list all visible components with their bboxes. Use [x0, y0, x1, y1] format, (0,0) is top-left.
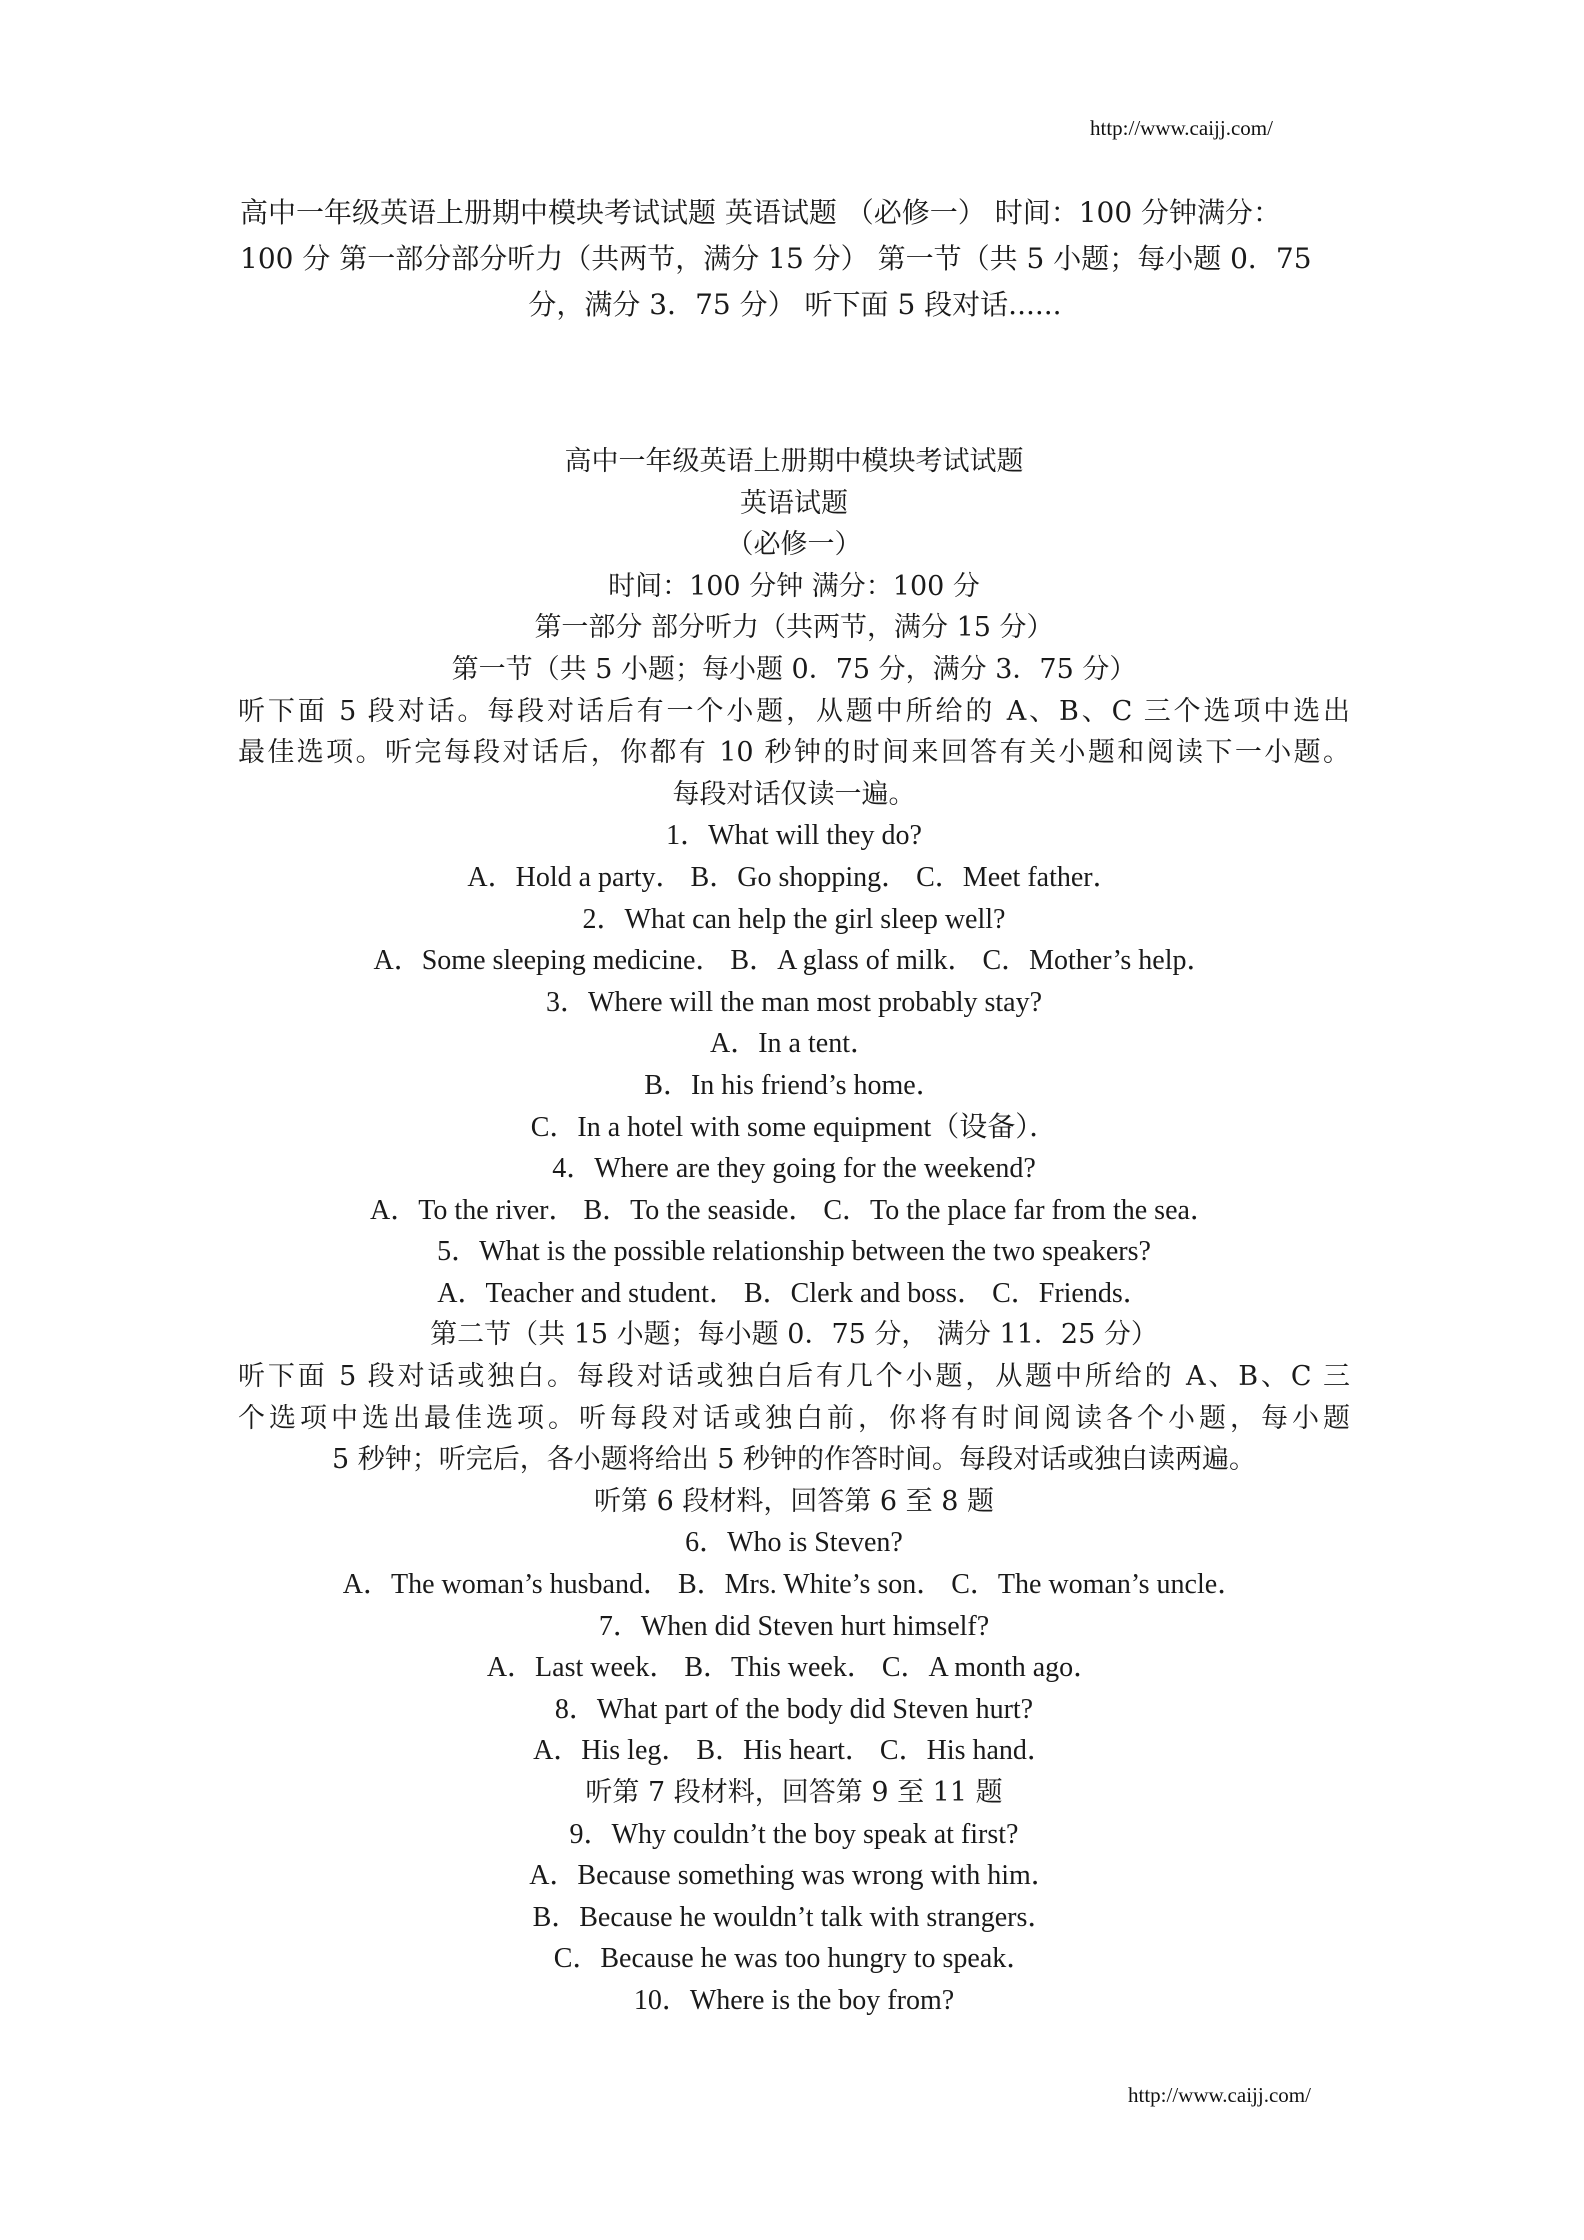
question: 5．What is the possible relationship between the two speakers? [437, 1236, 1151, 1268]
instruction-line: 听下面 5 段对话。每段对话后有一个小题，从题中所给的 A、B、C 三个选项中选出 [238, 695, 1350, 727]
answer-option: A．In a tent． [710, 1028, 878, 1060]
summary-line: 高中一年级英语上册期中模块考试试题 英语试题 （必修一） 时间：100 分钟满分： [240, 196, 1282, 229]
summary-line: 100 分 第一部分部分听力（共两节，满分 15 分） 第一节（共 5 小题；每小题 0．75 [240, 242, 1312, 275]
answer-options: A．The woman’s husband． B．Mrs. White’s son． C．The woman’s uncle． [342, 1569, 1246, 1601]
answer-options: A．Hold a party． B．Go shopping． C．Meet father． [467, 861, 1121, 893]
answer-option: B．In his friend’s home． [644, 1069, 944, 1101]
answer-options: A．To the river． B．To the seaside． C．To the place far from the sea． [370, 1194, 1218, 1226]
answer-options: A．Last week． B．This week． C．A month ago． [486, 1652, 1102, 1684]
material-heading: 听第 6 段材料，回答第 6 至 8 题 [593, 1485, 995, 1517]
answer-options: A．His leg． B．His heart． C．His hand． [533, 1735, 1055, 1767]
question: 1．What will they do? [666, 820, 922, 852]
instruction-line: 听下面 5 段对话或独白。每段对话或独白后有几个小题，从题中所给的 A、B、C 三 [238, 1361, 1350, 1393]
question: 6．Who is Steven? [685, 1527, 903, 1559]
question: 4．Where are they going for the weekend? [552, 1153, 1036, 1185]
answer-option: A．Because something was wrong with him． [529, 1860, 1059, 1892]
summary-paragraph [240, 190, 1350, 328]
question: 7．When did Steven hurt himself? [598, 1610, 990, 1642]
instruction-line: 5 秒钟；听完后，各小题将给出 5 秒钟的作答时间。每段对话或独白读两遍。 [331, 1444, 1257, 1476]
exam-time-score: 时间：100 分钟 满分：100 分 [608, 570, 980, 602]
answer-option: C．Because he was too hungry to speak． [553, 1943, 1035, 1975]
instruction-line: 最佳选项。听完每段对话后，你都有 10 秒钟的时间来回答有关小题和阅读下一小题。 [238, 737, 1350, 769]
answer-option: C．In a hotel with some equipment（设备）． [530, 1111, 1058, 1143]
material-heading: 听第 7 段材料，回答第 9 至 11 题 [585, 1777, 1003, 1808]
instruction-line: 每段对话仅读一遍。 [672, 778, 916, 810]
part-heading: 第一部分 部分听力（共两节，满分 15 分） [534, 612, 1054, 644]
question: 10．Where is the boy from? [633, 1984, 955, 2016]
instruction-line: 个选项中选出最佳选项。听每段对话或独白前，你将有时间阅读各个小题，每小题 [238, 1402, 1350, 1434]
question: 2．What can help the girl sleep well? [582, 903, 1006, 935]
exam-module: （必修一） [726, 529, 862, 561]
question: 3．Where will the man most probably stay? [545, 986, 1043, 1018]
answer-options: A．Teacher and student． B．Clerk and boss． C．Friends． [437, 1277, 1151, 1309]
section-heading: 第二节（共 15 小题；每小题 0．75 分， 满分 11．25 分） [430, 1319, 1158, 1351]
footer-url: http://www.caijj.com/ [1128, 2083, 1311, 2107]
exam-body [238, 441, 1350, 2022]
exam-subtitle: 英语试题 [740, 487, 848, 519]
question: 8．What part of the body did Steven hurt? [554, 1693, 1034, 1725]
question: 9．Why couldn’t the boy speak at first? [569, 1818, 1019, 1850]
section-heading: 第一节（共 5 小题；每小题 0．75 分，满分 3．75 分） [451, 653, 1137, 685]
answer-option: B．Because he wouldn’t talk with strangers． [532, 1901, 1056, 1933]
summary-line: 分，满分 3．75 分） 听下面 5 段对话...... [528, 288, 1062, 321]
header-url: http://www.caijj.com/ [1090, 116, 1273, 140]
exam-title: 高中一年级英语上册期中模块考试试题 [564, 446, 1024, 477]
answer-options: A．Some sleeping medicine． B．A glass of milk． C．Mother’s help． [373, 945, 1215, 977]
